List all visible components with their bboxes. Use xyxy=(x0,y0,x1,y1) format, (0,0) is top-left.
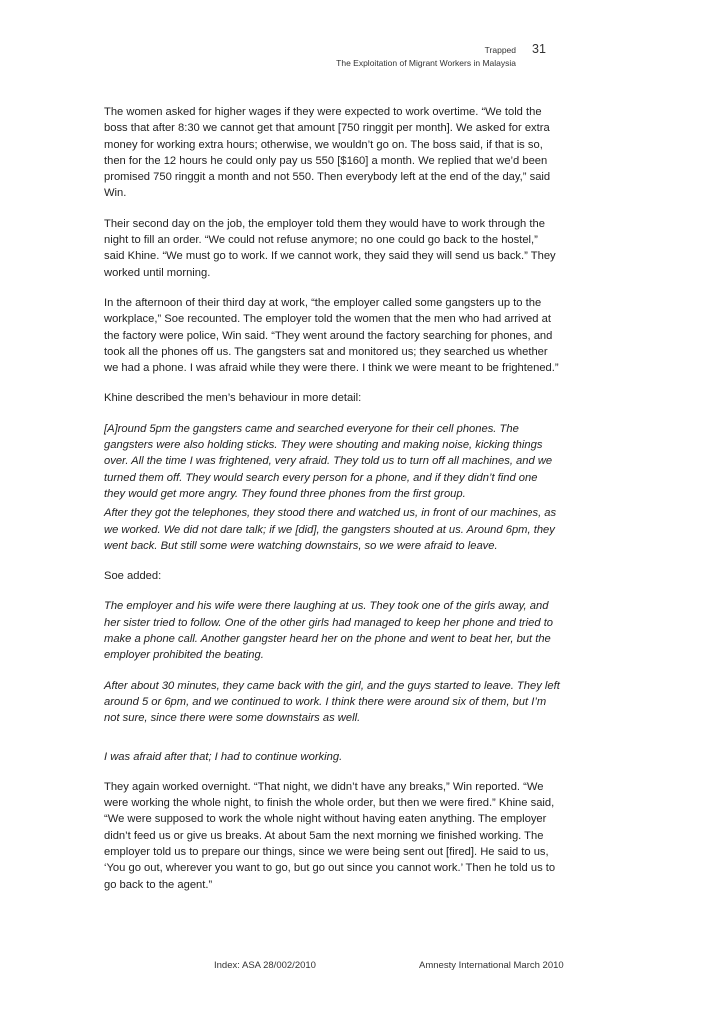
footer-index: Index: ASA 28/002/2010 xyxy=(214,960,316,971)
quote-gangsters-search: [A]round 5pm the gangsters came and searched everyone for their cell phones. The gangsters were also holding sticks. They were shouting and making noise, kicking things over. All the time I was frightened, very afraid. They told us to turn off all machines, and we turned them off. They would search every person for a phone, and if they didn’t find one they would get more angry. They found three phones from the first group. xyxy=(104,422,553,500)
paragraph-third-day: In the afternoon of their third day at work, “the employer called some gangsters up to the workplace,” Soe recounted. The employer told the women that the men who had arrived at the factory were police, Win said. “They went around the factory searching for phones, and took all the phones off us. The gangsters sat and monitored us; they searched us whether we had a phone. I was afraid while they were there. I think we were meant to be frightened.” xyxy=(104,296,559,375)
header-title: Trapped xyxy=(484,45,516,55)
quote-after-30-minutes: After about 30 minutes, they came back with the girl, and the guys started to leave. They left around 5 or 6pm, and we continued to work. I think there were around six of them, but I’m not sure, since there were some downstairs as well. xyxy=(104,679,560,725)
paragraph-wages: The women asked for higher wages if they were expected to work overtime. “We told the boss that after 8:30 we cannot get that amount [750 ringgit per month]. We asked for extra money for working extra hours; otherwise, we wouldn’t go on. The boss said, if that is so, then for the 12 hours he could only pay us 550 [$160] a month. We replied that we’d been promised 750 ringgit a month and not 550. Then everybody left at the end of the day,” said Win. xyxy=(104,106,551,200)
body-text xyxy=(104,104,560,907)
running-header xyxy=(336,44,516,70)
paragraph-khine-intro: Khine described the men’s behaviour in more detail: xyxy=(104,392,362,405)
paragraph-second-day: Their second day on the job, the employer told them they would have to work through the night to fill an order. “We could not refuse anymore; no one could go back to the hostel,” said Khine. “We must go to work. If we cannot work, they said they will send us back.” They worked until morning. xyxy=(104,217,556,279)
quote-afraid: I was afraid after that; I had to continue working. xyxy=(104,750,343,763)
quote-employer-laughing: The employer and his wife were there laughing at us. They took one of the girls away, and her sister tried to follow. One of the other girls had managed to keep her phone and tried to make a phone call. Another gangster heard her on the phone and went to beat her, but the employer prohibited the beating. xyxy=(104,600,554,662)
paragraph-overnight: They again worked overnight. “That night, we didn’t have any breaks,” Win reported. “We were working the whole night, to finish the whole order, but then we were fired.” Khine said, “We were supposed to work the whole night without having eaten anything. The employer didn’t feed us or give us breaks. At about 5am the next morning we finished working. The employer told us to prepare our things, since we were being sent out [fired]. He said to us, ‘You go out, wherever you want to go, but go out since you cannot work.’ Then he told us to go back to the agent.” xyxy=(104,780,556,891)
header-subtitle: The Exploitation of Migrant Workers in Malaysia xyxy=(336,58,516,68)
quote-after-telephones: After they got the telephones, they stood there and watched us, in front of our machines, as we worked. We did not dare talk; if we [did], the gangsters shouted at us. Around 6pm, they went back. But still some were watching downstairs, so we were afraid to leave. xyxy=(104,507,557,552)
page-number: 31 xyxy=(532,42,546,56)
footer-publisher: Amnesty International March 2010 xyxy=(419,960,564,971)
paragraph-soe-added: Soe added: xyxy=(104,570,162,583)
